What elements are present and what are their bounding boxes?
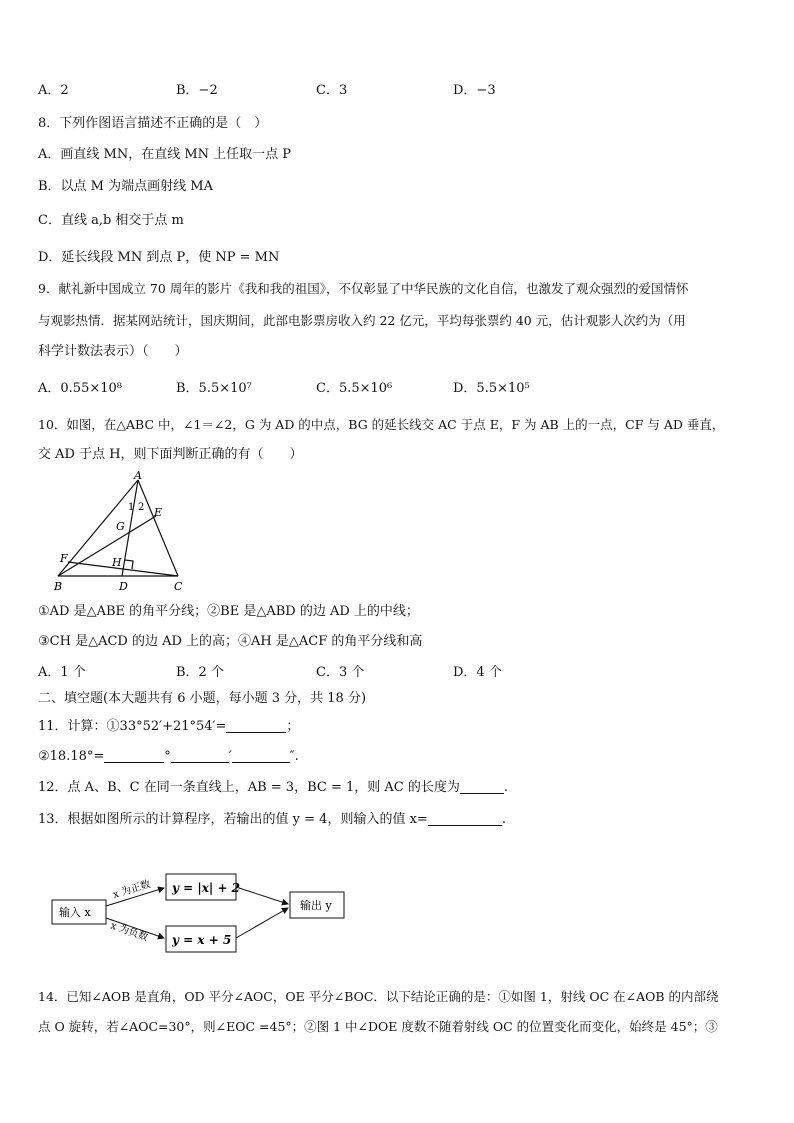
q13-end: .: [501, 812, 506, 827]
q10-line-1: 10．如图，在△ABC 中，∠1＝∠2，G 为 AD 的中点，BG 的延长线交 AC 于点 E，F 为 AB 上的一点，CF 与 AD 垂直，: [38, 417, 725, 432]
q13-answer-blank[interactable]: [428, 811, 502, 826]
q11-minute-blank[interactable]: [171, 748, 229, 763]
q11-expr-1: 11．计算：①33°52′+21°54′=: [38, 719, 227, 734]
q9-option-b: B．5.5×10⁷: [176, 381, 252, 396]
q7-option-b: B．−2: [176, 83, 218, 98]
label-angle-2: 2: [138, 502, 145, 513]
q8-option-c: C．直线 a,b 相交于点 m: [38, 213, 184, 228]
label-b: B: [54, 580, 63, 593]
arrow-top-to-output: [236, 887, 288, 904]
q7-option-d: D．−3: [453, 83, 496, 98]
q9-option-c: C．5.5×10⁶: [316, 381, 393, 396]
q10-option-a: A．1 个: [38, 665, 86, 680]
segment-ac: [138, 480, 178, 576]
q12-stem: 12．点 A、B、C 在同一条直线上，AB = 3，BC = 1，则 AC 的长度为: [38, 780, 460, 795]
q11-line-1-end: ；: [286, 719, 300, 734]
q11-second-blank[interactable]: [232, 748, 290, 763]
label-d: D: [119, 580, 128, 593]
label-g: G: [116, 520, 125, 533]
q13-line: [38, 811, 506, 829]
q7-option-c: C．3: [316, 83, 348, 98]
q10-option-d: D．4 个: [453, 665, 502, 680]
right-angle-mark: [125, 560, 133, 569]
q11-degree-blank[interactable]: [104, 748, 164, 763]
formula-bottom: y = x + 5: [172, 933, 232, 947]
input-label: 输入 x: [59, 906, 91, 919]
segment-ab: [58, 480, 138, 576]
label-angle-1: 1: [128, 502, 135, 513]
q8-option-a: A．画直线 MN，在直线 MN 上任取一点 P: [38, 147, 292, 162]
q12-answer-blank[interactable]: [460, 779, 504, 794]
q8-stem: 8．下列作图语言描述不正确的是（ ）: [38, 116, 268, 131]
q9-line-3: 科学计数法表示）（ ）: [38, 344, 188, 359]
q7-option-a: A．2: [38, 83, 69, 98]
q10-statement-2: ③CH 是△ACD 的边 AD 上的高；④AH 是△ACF 的角平分线和高: [38, 634, 423, 649]
label-c: C: [174, 580, 183, 593]
q12-line: [38, 779, 508, 797]
arrow-bottom-to-output: [236, 908, 288, 938]
q12-end: .: [503, 780, 508, 795]
q10-statement-1: ①AD 是△ABE 的角平分线；②BE 是△ABD 的边 AD 上的中线；: [38, 604, 419, 619]
label-f: F: [60, 552, 68, 565]
label-e: E: [154, 506, 163, 519]
q11-line-1: [38, 718, 299, 736]
flowchart-figure: [48, 868, 358, 958]
q11-answer-blank-1[interactable]: [226, 718, 286, 733]
output-label: 输出 y: [300, 899, 332, 912]
label-h: H: [112, 556, 122, 569]
label-a: A: [134, 469, 142, 482]
q11-second-symbol: ″.: [289, 749, 299, 764]
triangle-figure: [44, 468, 204, 596]
q9-option-a: A．0.55×10⁸: [38, 381, 122, 396]
segment-cf: [68, 562, 178, 576]
q11-line-2: [38, 748, 299, 766]
formula-top: y = |x| + 2: [172, 881, 241, 895]
branch-positive-label: x 为正数: [111, 878, 153, 901]
branch-negative-label: x 为负数: [109, 920, 150, 944]
q10-option-c: C．3 个: [316, 665, 365, 680]
q10-line-2: 交 AD 于点 H，则下面判断正确的有（ ）: [38, 447, 303, 462]
q9-option-d: D．5.5×10⁵: [453, 381, 530, 396]
q13-stem: 13．根据如图所示的计算程序，若输出的值 y = 4，则输入的值 x=: [38, 812, 428, 827]
q14-line-2: 点 O 旋转，若∠AOC=30°，则∠EOC =45°；②图 1 中∠DOE 度数不随着射线 OC 的位置变化而变化，始终是 45°；③: [38, 1019, 718, 1034]
q14-line-1: 14．已知∠AOB 是直角，OD 平分∠AOC，OE 平分∠BOC．以下结论正确的是：①如图 1，射线 OC 在∠AOB 的内部绕: [38, 989, 719, 1004]
q8-option-b: B．以点 M 为端点画射线 MA: [38, 179, 213, 194]
q9-line-1: 9．献礼新中国成立 70 周年的影片《我和我的祖国》，不仅彰显了中华民族的文化自信，也激发了观众强烈的爱国情怀: [38, 281, 689, 296]
section-2-header: 二、填空题(本大题共有 6 小题，每小题 3 分，共 18 分): [38, 691, 367, 706]
q10-option-b: B．2 个: [176, 665, 224, 680]
q8-option-d: D．延长线段 MN 到点 P，使 NP = MN: [38, 250, 280, 265]
q9-line-2: 与观影热情．据某网站统计，国庆期间，此部电影票房收入约 22 亿元，平均每张票约 40 元，估计观影人次约为（用: [38, 313, 686, 328]
q11-minute-symbol: ′: [228, 749, 232, 764]
q11-expr-2: ②18.18°=: [38, 749, 105, 764]
q11-degree-symbol: °: [164, 749, 171, 764]
